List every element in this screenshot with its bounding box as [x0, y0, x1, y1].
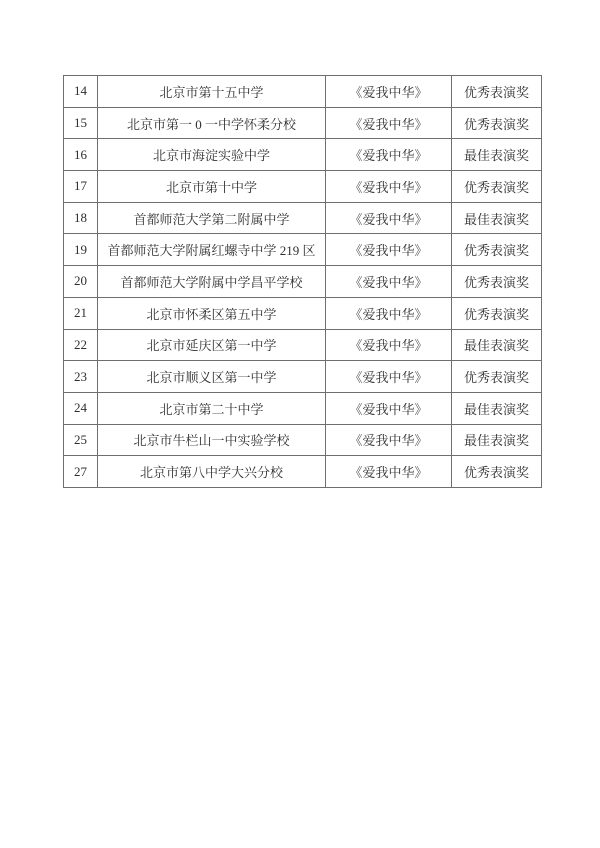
row-number-cell: 19: [64, 234, 98, 266]
row-number-cell: 20: [64, 266, 98, 298]
table-row: [64, 202, 542, 234]
table-row: [64, 266, 542, 298]
award-cell: 最佳表演奖: [452, 329, 542, 361]
song-title-cell: 《爱我中华》: [326, 171, 452, 203]
award-cell: 优秀表演奖: [452, 266, 542, 298]
award-cell: 最佳表演奖: [452, 202, 542, 234]
award-cell: 优秀表演奖: [452, 456, 542, 488]
row-number-cell: 15: [64, 107, 98, 139]
row-number-cell: 18: [64, 202, 98, 234]
song-title-cell: 《爱我中华》: [326, 424, 452, 456]
award-cell: 最佳表演奖: [452, 392, 542, 424]
school-name-cell: 北京市牛栏山一中实验学校: [98, 424, 326, 456]
row-number-cell: 25: [64, 424, 98, 456]
table-row: [64, 456, 542, 488]
row-number-cell: 24: [64, 392, 98, 424]
table-row: [64, 139, 542, 171]
table-row: [64, 424, 542, 456]
award-cell: 优秀表演奖: [452, 234, 542, 266]
song-title-cell: 《爱我中华》: [326, 139, 452, 171]
row-number-cell: 17: [64, 171, 98, 203]
school-name-cell: 北京市怀柔区第五中学: [98, 297, 326, 329]
song-title-cell: 《爱我中华》: [326, 107, 452, 139]
award-table: [63, 75, 542, 488]
table-row: [64, 361, 542, 393]
award-cell: 最佳表演奖: [452, 139, 542, 171]
row-number-cell: 23: [64, 361, 98, 393]
school-name-cell: 北京市第十中学: [98, 171, 326, 203]
table-row: [64, 107, 542, 139]
award-cell: 优秀表演奖: [452, 107, 542, 139]
school-name-cell: 北京市第八中学大兴分校: [98, 456, 326, 488]
school-name-cell: 北京市第一 0 一中学怀柔分校: [98, 107, 326, 139]
song-title-cell: 《爱我中华》: [326, 297, 452, 329]
song-title-cell: 《爱我中华》: [326, 329, 452, 361]
school-name-cell: 北京市顺义区第一中学: [98, 361, 326, 393]
school-name-cell: 北京市第十五中学: [98, 76, 326, 108]
row-number-cell: 27: [64, 456, 98, 488]
school-name-cell: 北京市延庆区第一中学: [98, 329, 326, 361]
school-name-cell: 首都师范大学附属红螺寺中学 219 区: [98, 234, 326, 266]
table-row: [64, 76, 542, 108]
song-title-cell: 《爱我中华》: [326, 392, 452, 424]
school-name-cell: 首都师范大学附属中学昌平学校: [98, 266, 326, 298]
award-cell: 优秀表演奖: [452, 76, 542, 108]
award-cell: 最佳表演奖: [452, 424, 542, 456]
school-name-cell: 首都师范大学第二附属中学: [98, 202, 326, 234]
row-number-cell: 14: [64, 76, 98, 108]
school-name-cell: 北京市第二十中学: [98, 392, 326, 424]
song-title-cell: 《爱我中华》: [326, 361, 452, 393]
row-number-cell: 22: [64, 329, 98, 361]
award-table-body: [64, 76, 542, 488]
row-number-cell: 16: [64, 139, 98, 171]
table-row: [64, 297, 542, 329]
award-cell: 优秀表演奖: [452, 361, 542, 393]
song-title-cell: 《爱我中华》: [326, 234, 452, 266]
table-row: [64, 171, 542, 203]
song-title-cell: 《爱我中华》: [326, 456, 452, 488]
row-number-cell: 21: [64, 297, 98, 329]
table-row: [64, 392, 542, 424]
award-cell: 优秀表演奖: [452, 171, 542, 203]
song-title-cell: 《爱我中华》: [326, 202, 452, 234]
award-cell: 优秀表演奖: [452, 297, 542, 329]
table-row: [64, 234, 542, 266]
school-name-cell: 北京市海淀实验中学: [98, 139, 326, 171]
table-row: [64, 329, 542, 361]
song-title-cell: 《爱我中华》: [326, 76, 452, 108]
song-title-cell: 《爱我中华》: [326, 266, 452, 298]
